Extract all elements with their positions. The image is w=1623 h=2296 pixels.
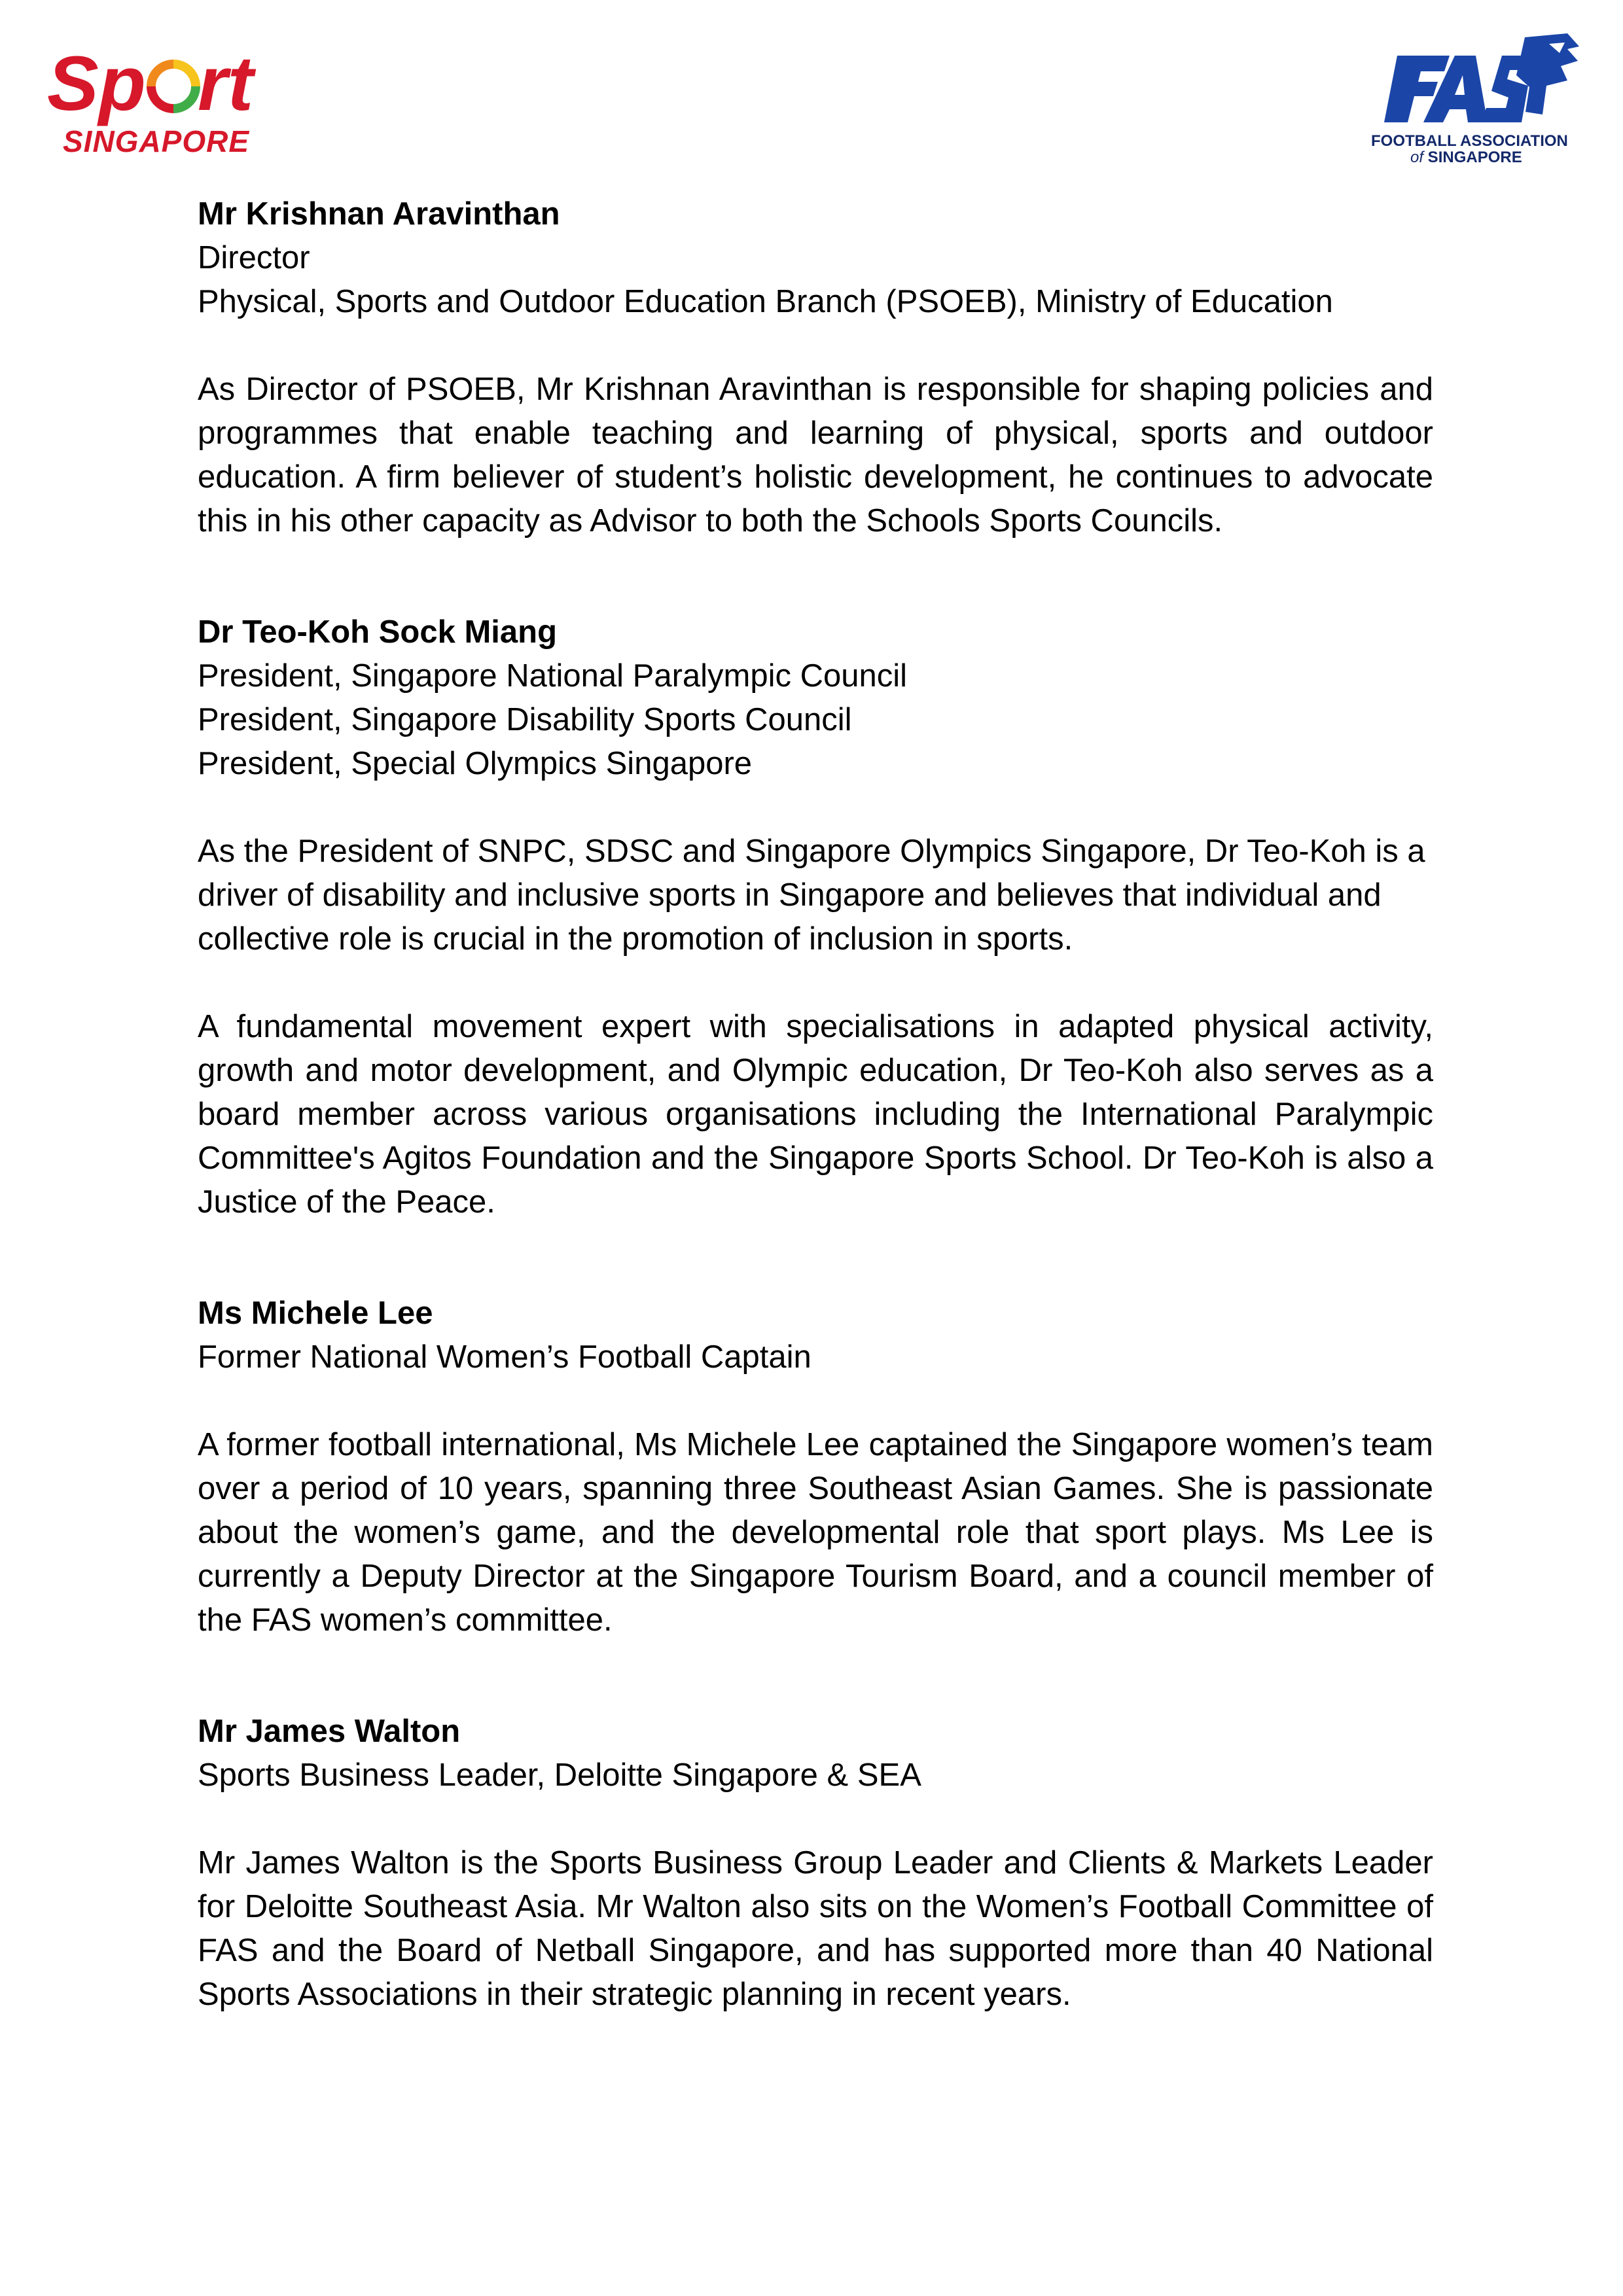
fas-logo xyxy=(1371,29,1590,173)
profile-name: Mr James Walton xyxy=(198,1714,461,1749)
profile-role: Sports Business Leader, Deloitte Singapore & SEA xyxy=(198,1757,921,1793)
profile-name: Dr Teo-Koh Sock Miang xyxy=(198,614,558,650)
fas-letters xyxy=(1384,56,1538,122)
fas-logo-line2: of SINGAPORE xyxy=(1410,149,1522,166)
logo-word-part: Sp xyxy=(47,41,146,127)
sport-singapore-logo-graphic xyxy=(46,39,294,164)
profile-role: Former National Women’s Football Captain xyxy=(198,1339,812,1375)
profile-role: President, Singapore National Paralympic Council xyxy=(198,658,908,694)
profile-name: Ms Michele Lee xyxy=(198,1296,433,1331)
fas-logo-line1: FOOTBALL ASSOCIATION xyxy=(1371,132,1568,150)
profile-role: President, Singapore Disability Sports Council xyxy=(198,702,852,737)
sport-singapore-logo xyxy=(46,39,294,164)
profile-bio-paragraph: A fundamental movement expert with specialisations in adapted physical activity, growth and motor development, and Olympic education, Dr Teo-Koh also serves as a board member across various organisations including the International Paralympic Committee's Agitos Foundation and the Singapore Sports School. Dr Teo-Koh is also a Justice of the Peace. xyxy=(198,1009,1433,1220)
logo-subtitle: SINGAPORE xyxy=(63,124,250,158)
logo-word-part: rt xyxy=(198,41,254,127)
profile-role: Director xyxy=(198,240,310,275)
profile-james-walton xyxy=(198,1710,1433,2017)
fas-logo-graphic xyxy=(1371,29,1590,173)
profile-bio-paragraph: As the President of SNPC, SDSC and Singapore Olympics Singapore, Dr Teo-Koh is a driver of disability and inclusive sports in Singapore and believes that individual and collective role is crucial in the promotion of inclusion in sports. xyxy=(198,834,1425,957)
profile-krishnan-aravinthan xyxy=(198,192,1433,543)
profiles-content xyxy=(198,192,1433,2084)
logo-ring-icon xyxy=(151,64,196,109)
profile-name: Mr Krishnan Aravinthan xyxy=(198,196,560,232)
profile-role: President, Special Olympics Singapore xyxy=(198,746,753,781)
profile-michele-lee xyxy=(198,1292,1433,1642)
profile-teo-koh-sock-miang xyxy=(198,610,1433,1224)
profile-bio-paragraph: Mr James Walton is the Sports Business Group Leader and Clients & Markets Leader for Deloitte Southeast Asia. Mr Walton also sits on the Women’s Football Committee of FAS and the Board of Netball Singapore, and has supported more than 40 National Sports Associations in their strategic planning in recent years. xyxy=(198,1845,1433,2012)
profile-role: Physical, Sports and Outdoor Education Branch (PSOEB), Ministry of Education xyxy=(198,284,1333,319)
profile-bio-paragraph: As Director of PSOEB, Mr Krishnan Aravinthan is responsible for shaping policies and programmes that enable teaching and learning of physical, sports and outdoor education. A firm believer of student’s holistic development, he continues to advocate this in his other capacity as Advisor to both the Schools Sports Councils. xyxy=(198,372,1433,539)
profile-bio-paragraph: A former football international, Ms Michele Lee captained the Singapore women’s team over a period of 10 years, spanning three Southeast Asian Games. She is passionate about the women’s game, and the developmental role that sport plays. Ms Lee is currently a Deputy Director at the Singapore Tourism Board, and a council member of the FAS women’s committee. xyxy=(198,1427,1433,1638)
lion-icon xyxy=(1516,33,1579,115)
